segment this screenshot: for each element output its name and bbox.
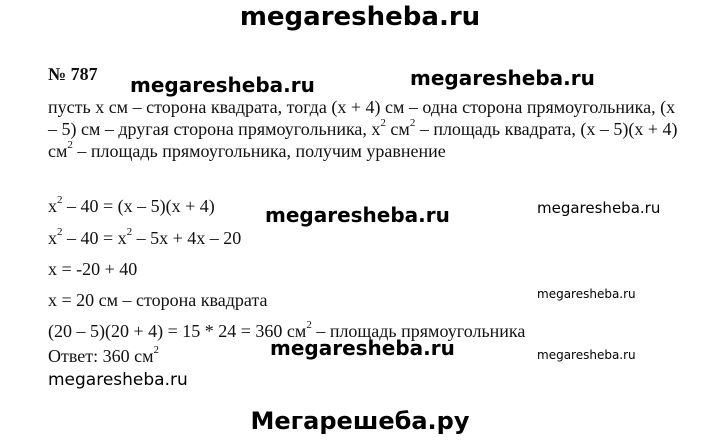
equation-line: (20 – 5)(20 + 4) = 15 * 24 = 360 $см^2$ – площадь прямоугольника [48, 319, 526, 341]
watermark-small: megaresheba.ru [537, 348, 636, 362]
watermark-bottom: Мегарешеба.ру [250, 407, 470, 435]
watermark-small: megaresheba.ru [537, 287, 636, 301]
equation-line: $х^2 - 40 = х^2 - 5х + 4х - 20$ [48, 226, 242, 248]
watermark: megaresheba.ru [270, 336, 455, 360]
watermark: megaresheba.ru [265, 203, 450, 227]
problem-statement: пусть х см – сторона квадрата, тогда (х + 4) см – одна сторона прямоугольника, (х – 5) см – другая сторона прямоугольника, $х^2$ $см^2$ – площадь квадрата, (х – 5)(х + 4) $см^2$ – площадь прямоугольника, получим уравнение [48, 97, 678, 161]
watermark-small: megaresheba.ru [48, 370, 188, 390]
watermark: megaresheba.ru [410, 66, 595, 90]
equation-line: х = 20 см – сторона квадрата [48, 290, 268, 310]
watermark-top: megaresheba.ru [239, 2, 481, 32]
watermark: megaresheba.ru [130, 73, 315, 97]
equation-line: $х^2 - 40 = (х - 5)(х + 4)$ [48, 194, 215, 216]
equation-line: х = -20 + 40 [48, 259, 138, 279]
watermark-small: megaresheba.ru [537, 199, 661, 217]
answer-line: Ответ: 360 $см^2$ [48, 344, 159, 366]
problem-number: № 787 [48, 64, 98, 84]
